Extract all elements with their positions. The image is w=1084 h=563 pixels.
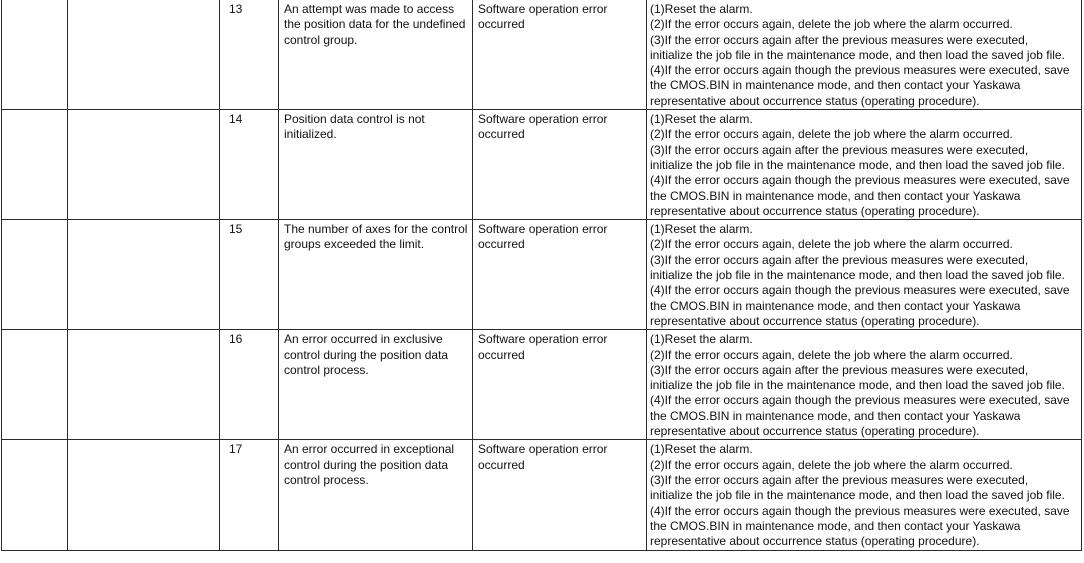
remedy-line: the CMOS.BIN in maintenance mode, and then contact your Yaskawa <box>650 188 1021 203</box>
remedy-line: (3)If the error occurs again after the previous measures were executed, <box>650 472 1029 487</box>
alarm-code-cell <box>2 330 68 440</box>
alarm-code-cell <box>2 0 68 110</box>
remedy-line: (4)If the error occurs again though the previous measures were executed, save <box>650 63 1070 78</box>
remedy-cell <box>647 0 1082 110</box>
remedy-line: (1)Reset the alarm. <box>650 442 753 457</box>
remedy-line: (1)Reset the alarm. <box>650 222 753 237</box>
alarm-name-cell <box>68 440 220 551</box>
remedy-line: (1)Reset the alarm. <box>650 2 753 16</box>
table-row <box>2 330 1082 440</box>
sub-code-cell: 14 <box>220 110 279 220</box>
remedy-line: the CMOS.BIN in maintenance mode, and then contact your Yaskawa <box>650 78 1021 93</box>
remedy-line: representative about occurrence status (operating procedure). <box>650 424 980 439</box>
remedy-line: (2)If the error occurs again, delete the job where the alarm occurred. <box>650 237 1013 252</box>
remedy-cell <box>647 220 1082 330</box>
remedy-line: initialize the job file in the maintenance mode, and then load the saved job file. <box>650 47 1065 62</box>
remedy-line: (3)If the error occurs again after the previous measures were executed, <box>650 362 1029 377</box>
remedy-line: (2)If the error occurs again, delete the job where the alarm occurred. <box>650 347 1013 362</box>
remedy-line: representative about occurrence status (operating procedure). <box>650 93 980 108</box>
remedy-line: the CMOS.BIN in maintenance mode, and then contact your Yaskawa <box>650 518 1021 533</box>
remedy-line: initialize the job file in the maintenance mode, and then load the saved job file. <box>650 378 1065 393</box>
remedy-line: (2)If the error occurs again, delete the job where the alarm occurred. <box>650 17 1013 32</box>
remedy-line: the CMOS.BIN in maintenance mode, and then contact your Yaskawa <box>650 408 1021 423</box>
sub-code-cell: 13 <box>220 0 279 110</box>
sub-code-cell: 15 <box>220 220 279 330</box>
remedy-cell <box>647 440 1082 551</box>
cause-cell: Software operation error occurred <box>473 220 647 330</box>
meaning-cell: An attempt was made to access the position data for the undefined control group. <box>279 0 473 110</box>
remedy-line: initialize the job file in the maintenance mode, and then load the saved job file. <box>650 488 1065 503</box>
remedy-line: (4)If the error occurs again though the previous measures were executed, save <box>650 173 1070 188</box>
table-row <box>2 440 1082 551</box>
remedy-cell <box>647 110 1082 220</box>
table-row <box>2 0 1082 110</box>
meaning-cell: The number of axes for the control groups exceeded the limit. <box>279 220 473 330</box>
alarm-name-cell <box>68 330 220 440</box>
sub-code-cell: 16 <box>220 330 279 440</box>
meaning-cell: Position data control is not initialized. <box>279 110 473 220</box>
remedy-line: (4)If the error occurs again though the previous measures were executed, save <box>650 393 1070 408</box>
remedy-line: the CMOS.BIN in maintenance mode, and then contact your Yaskawa <box>650 298 1021 313</box>
alarm-table <box>1 0 1082 551</box>
meaning-cell: An error occurred in exceptional control during the position data control process. <box>279 440 473 551</box>
alarm-code-cell <box>2 440 68 551</box>
cause-cell: Software operation error occurred <box>473 110 647 220</box>
remedy-line: initialize the job file in the maintenance mode, and then load the saved job file. <box>650 157 1065 172</box>
remedy-line: (2)If the error occurs again, delete the job where the alarm occurred. <box>650 127 1013 142</box>
alarm-name-cell <box>68 110 220 220</box>
remedy-line: representative about occurrence status (operating procedure). <box>650 313 980 328</box>
alarm-name-cell <box>68 0 220 110</box>
sub-code-cell: 17 <box>220 440 279 551</box>
remedy-line: initialize the job file in the maintenance mode, and then load the saved job file. <box>650 268 1065 283</box>
remedy-line: (3)If the error occurs again after the previous measures were executed, <box>650 142 1029 157</box>
remedy-line: representative about occurrence status (operating procedure). <box>650 534 980 549</box>
remedy-line: (1)Reset the alarm. <box>650 112 753 127</box>
table-row <box>2 110 1082 220</box>
alarm-code-cell <box>2 110 68 220</box>
remedy-line: (2)If the error occurs again, delete the job where the alarm occurred. <box>650 457 1013 472</box>
remedy-line: (3)If the error occurs again after the previous measures were executed, <box>650 252 1029 267</box>
alarm-code-cell <box>2 220 68 330</box>
remedy-cell <box>647 330 1082 440</box>
remedy-line: (4)If the error occurs again though the previous measures were executed, save <box>650 283 1070 298</box>
alarm-name-cell <box>68 220 220 330</box>
remedy-line: representative about occurrence status (operating procedure). <box>650 203 980 218</box>
cause-cell: Software operation error occurred <box>473 440 647 551</box>
remedy-line: (4)If the error occurs again though the previous measures were executed, save <box>650 503 1070 518</box>
remedy-line: (1)Reset the alarm. <box>650 332 753 347</box>
table-row <box>2 220 1082 330</box>
remedy-line: (3)If the error occurs again after the previous measures were executed, <box>650 32 1029 47</box>
cause-cell: Software operation error occurred <box>473 0 647 110</box>
cause-cell: Software operation error occurred <box>473 330 647 440</box>
meaning-cell: An error occurred in exclusive control during the position data control process. <box>279 330 473 440</box>
